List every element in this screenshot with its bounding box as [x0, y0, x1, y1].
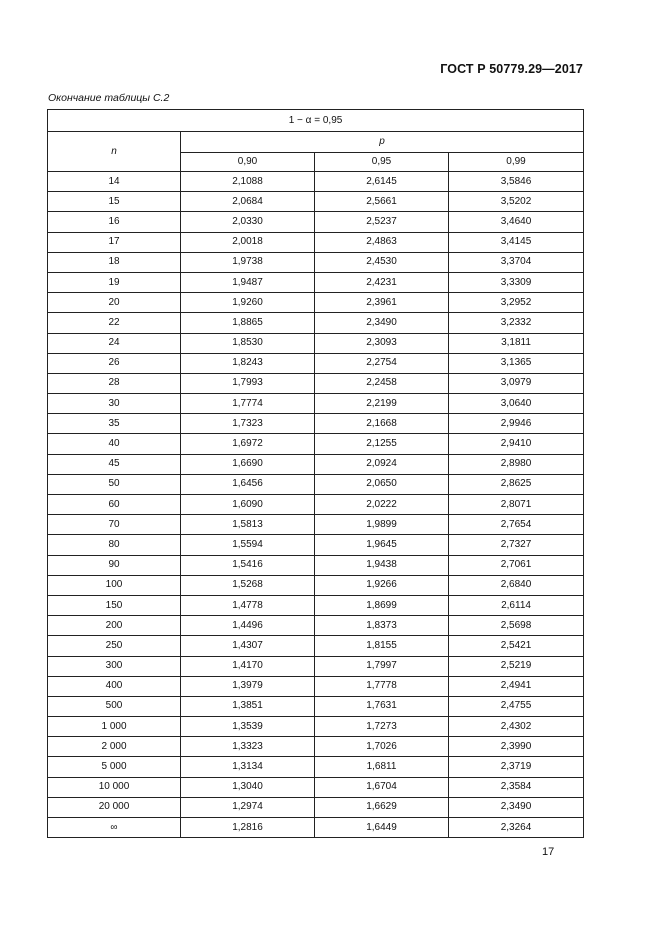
factor-cell: 1,6811: [315, 757, 449, 777]
factor-cell: 2,7327: [449, 535, 584, 555]
n-cell: 250: [48, 636, 181, 656]
factor-cell: 2,4941: [449, 676, 584, 696]
factor-cell: 2,5421: [449, 636, 584, 656]
table-row: [48, 797, 584, 817]
table-row: [48, 232, 584, 252]
factor-cell: 1,7631: [315, 696, 449, 716]
factor-cell: 1,6690: [181, 454, 315, 474]
factor-cell: 1,6449: [315, 818, 449, 838]
table-row: [48, 373, 584, 393]
factor-cell: 2,5661: [315, 192, 449, 212]
table-row: [48, 434, 584, 454]
factor-cell: 1,3851: [181, 696, 315, 716]
n-cell: 70: [48, 515, 181, 535]
n-cell: 40: [48, 434, 181, 454]
n-cell: 80: [48, 535, 181, 555]
factor-cell: 2,8625: [449, 474, 584, 494]
factor-cell: 1,9260: [181, 293, 315, 313]
factor-cell: 1,6456: [181, 474, 315, 494]
factor-cell: 2,7654: [449, 515, 584, 535]
n-cell: 500: [48, 696, 181, 716]
factor-cell: 1,7778: [315, 676, 449, 696]
n-cell: 17: [48, 232, 181, 252]
table-row: [48, 676, 584, 696]
factor-cell: 3,4640: [449, 212, 584, 232]
document-id-header: ГОСТ Р 50779.29—2017: [440, 62, 583, 76]
n-cell: 100: [48, 575, 181, 595]
factor-cell: 3,2952: [449, 293, 584, 313]
factor-cell: 1,9645: [315, 535, 449, 555]
factor-cell: 2,5698: [449, 616, 584, 636]
n-cell: 19: [48, 272, 181, 292]
table-row: [48, 353, 584, 373]
table-row: [48, 757, 584, 777]
n-cell: 22: [48, 313, 181, 333]
factor-cell: 2,1255: [315, 434, 449, 454]
factor-cell: 3,5202: [449, 192, 584, 212]
factor-cell: 1,5416: [181, 555, 315, 575]
factor-cell: 1,4307: [181, 636, 315, 656]
table-row: [48, 293, 584, 313]
n-cell: 90: [48, 555, 181, 575]
n-cell: 400: [48, 676, 181, 696]
factor-cell: 1,9438: [315, 555, 449, 575]
p-value-header: 0,95: [315, 153, 449, 172]
factor-cell: 2,9946: [449, 414, 584, 434]
n-cell: 35: [48, 414, 181, 434]
factor-cell: 2,3490: [449, 797, 584, 817]
table-row: [48, 313, 584, 333]
factor-cell: 2,0330: [181, 212, 315, 232]
factor-cell: 1,4778: [181, 595, 315, 615]
factor-cell: 2,5237: [315, 212, 449, 232]
factor-cell: 1,3040: [181, 777, 315, 797]
factor-cell: 1,3979: [181, 676, 315, 696]
factor-cell: 2,7061: [449, 555, 584, 575]
table-row: [48, 818, 584, 838]
table-body: [48, 172, 584, 838]
table-row: [48, 414, 584, 434]
n-cell: 1 000: [48, 717, 181, 737]
n-cell: 26: [48, 353, 181, 373]
factor-cell: 2,0924: [315, 454, 449, 474]
factor-cell: 1,4496: [181, 616, 315, 636]
factor-cell: 2,0650: [315, 474, 449, 494]
factor-cell: 3,3704: [449, 252, 584, 272]
factor-cell: 1,8530: [181, 333, 315, 353]
table-row: [48, 616, 584, 636]
factor-cell: 2,3093: [315, 333, 449, 353]
factor-cell: 3,0640: [449, 394, 584, 414]
table-row: [48, 575, 584, 595]
factor-cell: 2,3264: [449, 818, 584, 838]
n-cell: 10 000: [48, 777, 181, 797]
tolerance-factor-table: [47, 109, 584, 838]
factor-cell: 1,8373: [315, 616, 449, 636]
factor-cell: 1,6704: [315, 777, 449, 797]
table-row: [48, 252, 584, 272]
factor-cell: 1,7997: [315, 656, 449, 676]
factor-cell: 1,4170: [181, 656, 315, 676]
factor-cell: 1,3323: [181, 737, 315, 757]
n-cell: 20: [48, 293, 181, 313]
page-number: 17: [542, 846, 555, 858]
table-row: [48, 212, 584, 232]
factor-cell: 1,8243: [181, 353, 315, 373]
n-cell: 300: [48, 656, 181, 676]
factor-cell: 1,2816: [181, 818, 315, 838]
factor-cell: 2,9410: [449, 434, 584, 454]
n-cell: 24: [48, 333, 181, 353]
factor-cell: 1,6972: [181, 434, 315, 454]
confidence-level-header: 1 − α = 0,95: [48, 110, 584, 132]
n-column-header: n: [48, 132, 181, 172]
factor-cell: 2,4863: [315, 232, 449, 252]
n-cell: 20 000: [48, 797, 181, 817]
factor-cell: 1,7273: [315, 717, 449, 737]
table-row: [48, 172, 584, 192]
factor-cell: 3,2332: [449, 313, 584, 333]
factor-cell: 2,4302: [449, 717, 584, 737]
factor-cell: 2,3584: [449, 777, 584, 797]
factor-cell: 1,3134: [181, 757, 315, 777]
factor-cell: 2,8071: [449, 495, 584, 515]
factor-cell: 1,5813: [181, 515, 315, 535]
factor-cell: 3,3309: [449, 272, 584, 292]
table-row: [48, 555, 584, 575]
p-column-group-header: p: [181, 132, 584, 153]
factor-cell: 2,2199: [315, 394, 449, 414]
n-cell: 50: [48, 474, 181, 494]
table-row: [48, 777, 584, 797]
n-cell: 18: [48, 252, 181, 272]
factor-cell: 2,3961: [315, 293, 449, 313]
factor-cell: 1,8155: [315, 636, 449, 656]
n-cell: 15: [48, 192, 181, 212]
factor-cell: 2,3719: [449, 757, 584, 777]
factor-cell: 1,8699: [315, 595, 449, 615]
table-row: [48, 717, 584, 737]
n-cell: 60: [48, 495, 181, 515]
table-row: [48, 595, 584, 615]
factor-cell: 2,2458: [315, 373, 449, 393]
factor-cell: 3,4145: [449, 232, 584, 252]
factor-cell: 2,6145: [315, 172, 449, 192]
factor-cell: 1,9266: [315, 575, 449, 595]
factor-cell: 2,0222: [315, 495, 449, 515]
table-row: [48, 495, 584, 515]
factor-cell: 2,6114: [449, 595, 584, 615]
factor-cell: 2,4755: [449, 696, 584, 716]
factor-cell: 2,3490: [315, 313, 449, 333]
factor-cell: 1,7993: [181, 373, 315, 393]
table-caption: Окончание таблицы С.2: [48, 92, 170, 104]
factor-cell: 2,4231: [315, 272, 449, 292]
factor-cell: 3,0979: [449, 373, 584, 393]
n-cell: 200: [48, 616, 181, 636]
table-row: [48, 272, 584, 292]
factor-cell: 2,1668: [315, 414, 449, 434]
factor-cell: 1,7323: [181, 414, 315, 434]
factor-cell: 2,2754: [315, 353, 449, 373]
factor-cell: 1,9487: [181, 272, 315, 292]
n-cell: 14: [48, 172, 181, 192]
table-row: [48, 474, 584, 494]
table-row: [48, 454, 584, 474]
factor-cell: 2,0018: [181, 232, 315, 252]
n-cell: 150: [48, 595, 181, 615]
factor-cell: 1,6629: [315, 797, 449, 817]
factor-cell: 1,6090: [181, 495, 315, 515]
factor-cell: 1,3539: [181, 717, 315, 737]
p-value-header: 0,99: [449, 153, 584, 172]
factor-cell: 1,7026: [315, 737, 449, 757]
factor-cell: 1,2974: [181, 797, 315, 817]
table-row: [48, 333, 584, 353]
table-row: [48, 394, 584, 414]
factor-cell: 1,9738: [181, 252, 315, 272]
n-cell: 30: [48, 394, 181, 414]
factor-cell: 1,9899: [315, 515, 449, 535]
factor-cell: 3,1811: [449, 333, 584, 353]
factor-cell: 1,5594: [181, 535, 315, 555]
table-row: [48, 656, 584, 676]
n-cell: 16: [48, 212, 181, 232]
factor-cell: 2,5219: [449, 656, 584, 676]
factor-cell: 3,5846: [449, 172, 584, 192]
factor-cell: 3,1365: [449, 353, 584, 373]
factor-cell: 1,7774: [181, 394, 315, 414]
factor-cell: 2,4530: [315, 252, 449, 272]
n-cell: 5 000: [48, 757, 181, 777]
table-row: [48, 192, 584, 212]
factor-cell: 2,0684: [181, 192, 315, 212]
table-row: [48, 515, 584, 535]
table-row: [48, 696, 584, 716]
factor-cell: 2,3990: [449, 737, 584, 757]
factor-cell: 1,5268: [181, 575, 315, 595]
n-cell: 2 000: [48, 737, 181, 757]
factor-cell: 1,8865: [181, 313, 315, 333]
n-cell: ∞: [48, 818, 181, 838]
n-cell: 45: [48, 454, 181, 474]
factor-cell: 2,6840: [449, 575, 584, 595]
table-row: [48, 535, 584, 555]
factor-cell: 2,8980: [449, 454, 584, 474]
n-cell: 28: [48, 373, 181, 393]
factor-cell: 2,1088: [181, 172, 315, 192]
p-value-header: 0,90: [181, 153, 315, 172]
table-row: [48, 737, 584, 757]
table-row: [48, 636, 584, 656]
